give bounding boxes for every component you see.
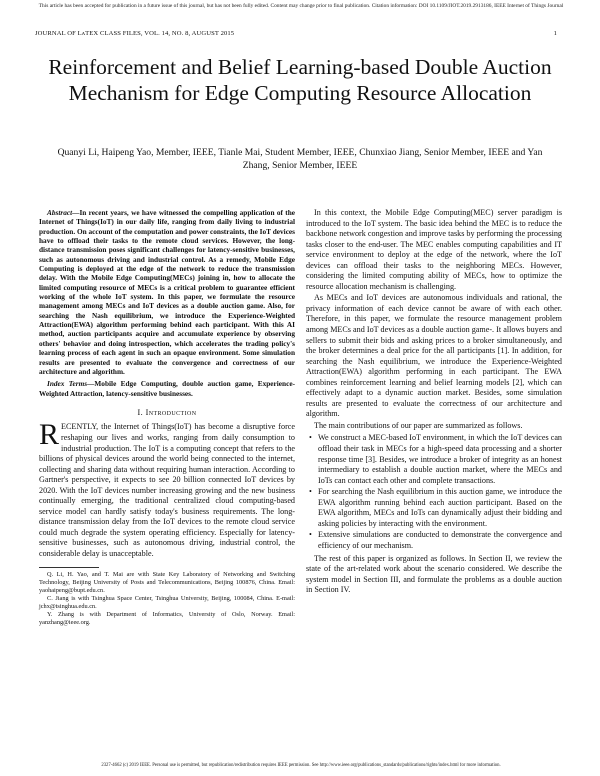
footnote: Y. Zhang is with Department of Informatics, University of Oslo, Norway. Email: yanzhang@ieee.org. bbox=[39, 610, 295, 626]
index-terms-text: —Mobile Edge Computing, double auction game, Experience-Weighted Attraction, latency-sensitive businesses. bbox=[39, 379, 295, 398]
abstract-text: —In recent years, we have witnessed the compelling application of the Internet of Things(IoT) in our daily life, ranging from daily living to industrial production. On account of the computation and power constraints, the IoT devices have to offload their tasks to the remote cloud services. However, the long-distance transmission poses significant challenges for latency-sensitive businesses, such as autonomous driving and industrial control. As a remedy, Mobile Edge Computing is deployed at the edge of the network to reduce the transmission delay. With the Mobile Edge Computing(MECs) joining in, how to allocate the limited computing resource of MECs is a critical problem to guarantee efficient working of the whole IoT system. In this paper, we formulate the resource management among MECs and IoT devices as a double auction game. Also, for searching the Nash equilibrium, we introduce the Experience-Weighted Attraction(EWA) algorithm performing behind each participant. With this AI method, auction participants acquire and accumulate experience by observing others' behavior and doing introspection, which accelerates the trading policy's learning process of each agent in such an opaque environment. Some simulation results are presented to evaluate the convergence and correctness of our architecture and algorithm. bbox=[39, 208, 296, 376]
footnote: Q. Li, H. Yao, and T. Mai are with State Key Laboratory of Networking and Switching Technology, Beijing University of Posts and Telecommunications, Beijing 100876, China. Email: yaohaipeng@bupt.edu.cn. bbox=[39, 570, 295, 594]
bullet-icon: • bbox=[309, 487, 312, 497]
right-column bbox=[306, 208, 562, 597]
section-title: Introduction bbox=[145, 407, 197, 417]
list-item: • For searching the Nash equilibrium in this auction game, we introduce the EWA algorithm running behind each auction participant. Based on the EWA algorithm, MECs and IoTs can dynamically adjust their bidding and asking policies by interacting with the environment. bbox=[309, 487, 562, 528]
footnote: C. Jiang is with Tsinghua Space Center, Tsinghua University, Beijing, 100084, China. E-mail: jchx@tsinghua.edu.cn. bbox=[39, 594, 295, 610]
footnote-divider bbox=[39, 567, 99, 568]
drop-cap: R bbox=[39, 418, 60, 452]
body-paragraph: The rest of this paper is organized as follows. In Section II, we review the state of the art-related work about the scenario considered. We describe the system model in Section III, and formulate the problems as a double auction in Section IV. bbox=[306, 553, 562, 595]
list-item: • Extensive simulations are conducted to demonstrate the convergence and efficiency of our mechanism. bbox=[309, 530, 562, 550]
journal-info: JOURNAL OF LᴀTEX CLASS FILES, VOL. 14, NO. 8, AUGUST 2015 bbox=[35, 30, 235, 37]
accepted-article-banner: This article has been accepted for publication in a future issue of this journal, but has not been fully edited. Content may change prior to final publication. Citation information: DOI 10.1109/JIOT.2019.2913186, IEEE Internet of Things Journal bbox=[38, 3, 564, 9]
abstract-label: Abstract bbox=[47, 208, 73, 217]
author-list: Quanyi Li, Haipeng Yao, Member, IEEE, Tianle Mai, Student Member, IEEE, Chunxiao Jiang, Senior Member, IEEE and Yan Zhang, Senior Member, IEEE bbox=[57, 147, 543, 171]
section-heading-introduction bbox=[39, 408, 295, 419]
left-column bbox=[39, 208, 295, 627]
body-paragraph: In this context, the Mobile Edge Computing(MEC) server paradigm is introduced to the IoT system. The basic idea behind the MEC is to reduce the backbone network congestion and improve tasks by performing the processing tasks closer to the end-user. The MEC enables computing capabilities and IT service environment to deploy at the edge of the network, where the IoT devices can offload their tasks to the neighboring MECs. However, considering the limited computing ability of MECs, how to optimize the resource allocation mechanism is challenging. bbox=[306, 208, 562, 291]
affiliation-footnotes bbox=[39, 571, 295, 627]
body-paragraph: As MECs and IoT devices are autonomous individuals and rational, the privacy information of each device cannot be aware of with each other. Therefore, in this paper, we formulate the resource management problem among MECs and IoT devices as a double auction game-. It allows buyers and sellers to submit their bids and asking prices to a broker simultaneously, and the broker determines a deal price for the all participants [1]. In addition, for searching the Nash equilibrium, we introduce the Experience-Weighted Attraction(EWA) algorithm performing in each participant. The EWA combines reinforcement learning and belief learning models [2], which can effectively adapt to a dynamic auction market. Besides, some simulation results are presented to evaluate the correctness of our architecture and algorithm. bbox=[306, 293, 562, 419]
section-number: I. bbox=[137, 407, 144, 417]
page-number: 1 bbox=[553, 30, 557, 37]
index-terms-label: Index Terms bbox=[47, 379, 88, 389]
bullet-icon: • bbox=[309, 433, 312, 443]
copyright-banner: 2327-4662 (c) 2019 IEEE. Personal use is permitted, but republication/redistribution requires IEEE permission. See http://www.ieee.org/publications_standards/publications/rights/index.html for more information. bbox=[101, 763, 501, 768]
abstract bbox=[39, 208, 295, 376]
intro-paragraph-text: the Internet of Things(IoT) has become a disruptive force reshaping our lives and works, ranging from daily consumption to industrial production. The IoT is a computing concept that refers to the billions of physical devices around the world being connected to the internet, collecting and sharing data without requiring human interaction. According to Gartner's perspective, it expects to see 20 billion connected IoT devices by 2020. With the IoT devices number increasing growing and the new business continually emerging, the traditional centralized cloud computing-based service model can hardly satisfy today's business requirements. The long-distance transmission delay from the IoT devices to the remote cloud service could much degrade the system operating efficiency. Especially for latency-sensitive businesses, such as autonomous driving, industrial control, the considerable delay is unacceptable. bbox=[39, 422, 295, 558]
paper-title: Reinforcement and Belief Learning-based Double Auction Mechanism for Edge Computing Resource Allocation bbox=[48, 55, 552, 105]
list-item: • We construct a MEC-based IoT environment, in which the IoT devices can offload their task in MECs for a high-speed data processing and a shorter response time [3]. Besides, we introduce a broker of integrity as an honest intermediary to establish a double auction market, where the MECs and IoTs can contact each other and complete transactions. bbox=[309, 433, 562, 485]
intro-paragraph bbox=[39, 418, 295, 559]
contribution-list bbox=[306, 433, 562, 551]
index-terms bbox=[39, 379, 295, 398]
bullet-icon: • bbox=[309, 530, 312, 540]
lead-word: ECENTLY, bbox=[61, 422, 99, 432]
running-head bbox=[35, 30, 557, 37]
body-paragraph: The main contributions of our paper are summarized as follows. bbox=[314, 420, 523, 430]
